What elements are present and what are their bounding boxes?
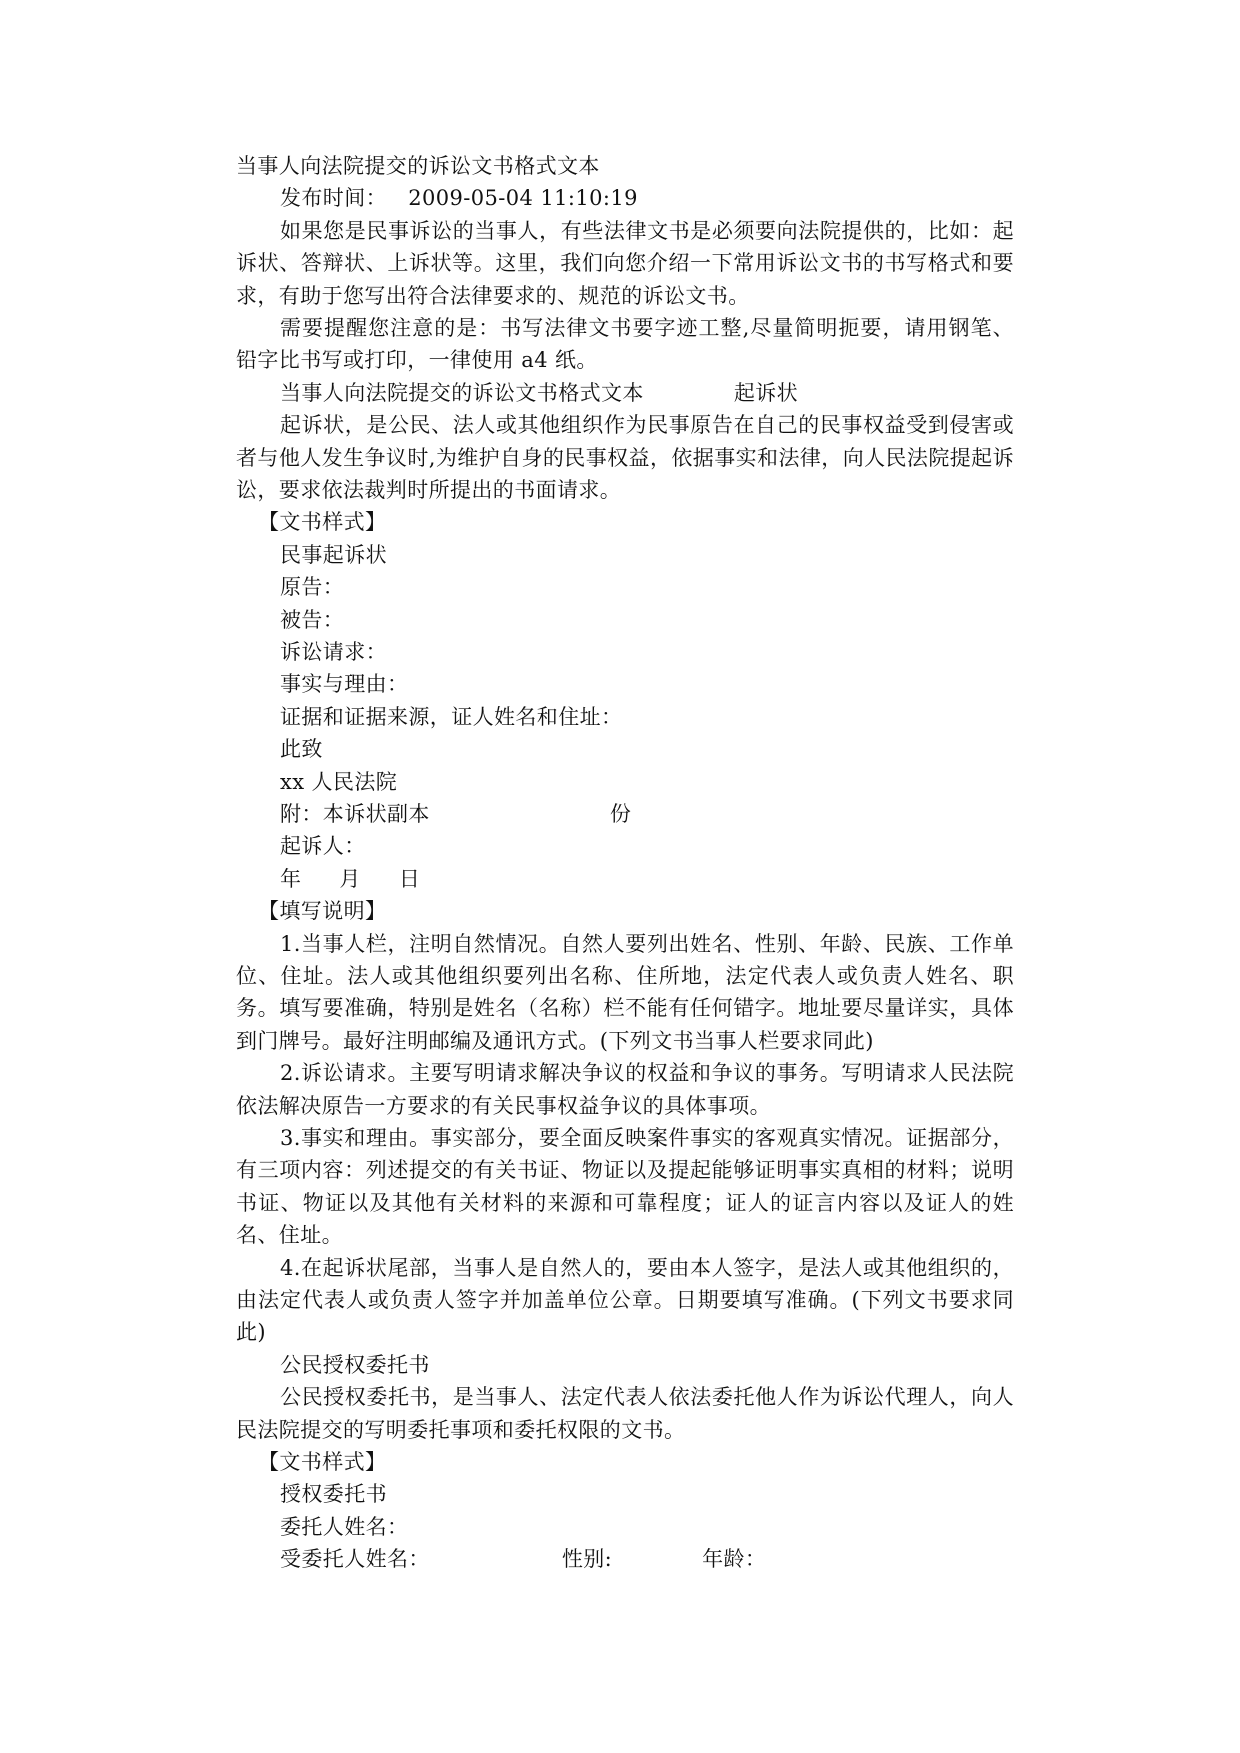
agent-line [236, 1543, 1014, 1575]
date-month: 月 [339, 866, 361, 891]
reminder-paragraph: 需要提醒您注意的是：书写法律文书要字迹工整,尽量简明扼要，请用钢笔、铅字比书写或打印，一律使用 a4 纸。 [236, 316, 1014, 373]
signer-field: 起诉人： [280, 834, 366, 859]
agent-age-field: 年龄： [702, 1547, 767, 1572]
instruction-item: 3.事实和理由。事实部分，要全面反映案件事实的客观真实情况。证据部分，有三项内容：列述提交的有关书证、物证以及提起能够证明事实真相的材料；说明书证、物证以及其他有关材料的来源和可靠程度；证人的证言内容以及证人的姓名、住址。 [236, 1125, 1014, 1248]
principal-field: 委托人姓名： [280, 1514, 409, 1539]
evidence-field: 证据和证据来源，证人姓名和住址： [280, 704, 623, 729]
instruction-item: 1.当事人栏，注明自然情况。自然人要列出姓名、性别、年龄、民族、工作单位、住址。法人或其他组织要列出名称、住所地，法定代表人或负责人姓名、职务。填写要准确，特别是姓名（名称）栏不能有任何错字。地址要尽量详实，具体到门牌号。最好注明邮编及通讯方式。(下列文书当事人栏要求同此) [236, 931, 1014, 1053]
attachment-line [236, 798, 1014, 830]
instruction-item: 4.在起诉状尾部，当事人是自然人的，要由本人签字，是法人或其他组织的，由法定代表人或负责人签字并加盖单位公章。日期要填写准确。(下列文书要求同此) [236, 1255, 1014, 1345]
date-day: 日 [398, 866, 421, 891]
agent-name-field: 受委托人姓名： [280, 1547, 430, 1572]
date-line [236, 863, 1014, 895]
document-title: 当事人向法院提交的诉讼文书格式文本 [236, 154, 600, 178]
section-heading-right: 起诉状 [733, 380, 799, 405]
salutation: 此致 [280, 737, 323, 762]
attachment-copies: 份 [609, 801, 632, 826]
instruction-item: 2.诉讼请求。主要写明请求解决争议的权益和争议的事务。写明请求人民法院依法解决原告一方要求的有关民事权益争议的具体事项。 [236, 1061, 1014, 1118]
section-heading-left: 当事人向法院提交的诉讼文书格式文本 [280, 380, 644, 405]
date-year: 年 [280, 866, 302, 891]
attachment-label: 附：本诉状副本 [280, 801, 430, 826]
facts-field: 事实与理由： [280, 672, 409, 697]
claims-field: 诉讼请求： [280, 639, 387, 664]
plaintiff-field: 原告： [280, 575, 345, 600]
defendant-field: 被告： [280, 607, 345, 632]
section-heading [236, 377, 1014, 409]
poa-sample-heading: 【文书样式】 [258, 1449, 387, 1474]
agent-sex-field: 性别: [561, 1547, 613, 1572]
intro-paragraph: 如果您是民事诉讼的当事人，有些法律文书是必须要向法院提供的，比如：起诉状、答辩状、上诉状等。这里，我们向您介绍一下常用诉讼文书的书写格式和要求，有助于您写出符合法律要求的、规范的诉讼文书。 [236, 218, 1014, 308]
poa-title: 授权委托书 [280, 1482, 387, 1507]
document-body [236, 150, 1014, 1576]
complaint-sample-heading: 【文书样式】 [258, 510, 387, 535]
poa-heading: 公民授权委托书 [280, 1352, 430, 1377]
publish-time-value: 2009-05-04 11:10:19 [408, 186, 638, 211]
publish-time-label: 发布时间： [280, 186, 387, 211]
instructions-heading: 【填写说明】 [258, 899, 387, 924]
poa-definition: 公民授权委托书，是当事人、法定代表人依法委托他人作为诉讼代理人，向人民法院提交的写明委托事项和委托权限的文书。 [236, 1385, 1014, 1442]
publish-time [236, 182, 1014, 214]
complaint-title: 民事起诉状 [280, 542, 387, 567]
court-name: xx 人民法院 [280, 769, 398, 794]
complaint-definition: 起诉状，是公民、法人或其他组织作为民事原告在自己的民事权益受到侵害或者与他人发生争议时,为维护自身的民事权益，依据事实和法律，向人民法院提起诉讼，要求依法裁判时所提出的书面请求。 [236, 413, 1014, 503]
